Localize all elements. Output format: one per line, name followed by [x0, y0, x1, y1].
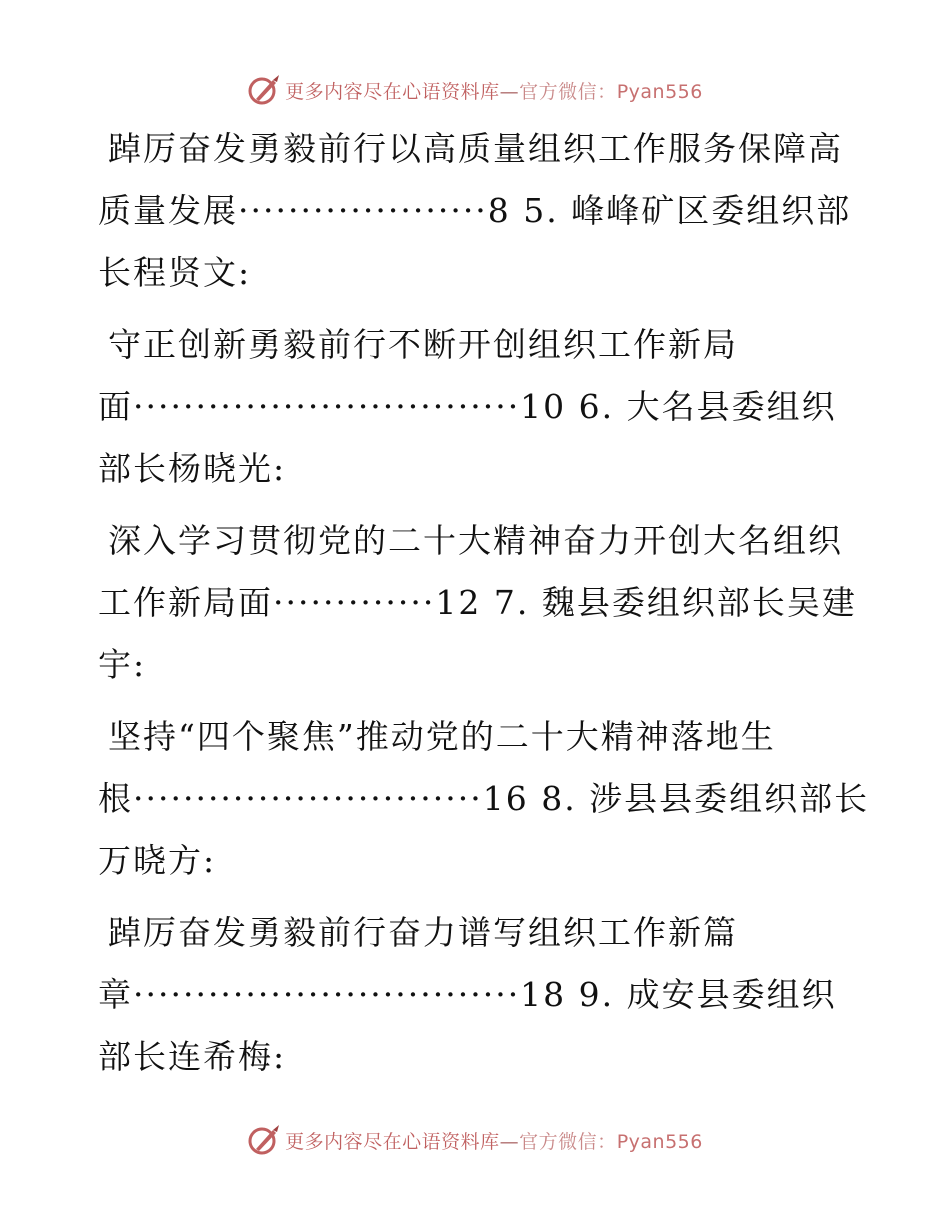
toc-entry-4-author: 万晓方:: [98, 841, 217, 880]
header-watermark: [0, 70, 950, 110]
toc-entry-1-page-line: 质量发展····················8 5. 峰峰矿区委组织部: [98, 191, 852, 230]
toc-entry-2-author: 部长杨晓光:: [98, 449, 287, 488]
watermark-wechat-label: 官方微信：: [519, 80, 617, 103]
watermark-site: 更多内容尽在心语资料库: [285, 1130, 500, 1153]
toc-entry-5-author: 部长连希梅:: [98, 1037, 287, 1076]
toc-entry-2-page-line: 面·······························10 6. 大名县委组织: [98, 387, 837, 426]
watermark-dash: —: [499, 80, 520, 103]
quill-logo-icon: [247, 1123, 281, 1157]
toc-entry-4-title: 坚持“四个聚焦”推动党的二十大精神落地生: [108, 717, 776, 756]
watermark-dash: —: [499, 1130, 520, 1153]
toc-entry-4-page-line: 根····························16 8. 涉县县委组织部长: [98, 779, 870, 818]
watermark-text: [285, 77, 703, 104]
toc-body: [98, 118, 870, 1088]
watermark-wechat-label: 官方微信：: [519, 1130, 617, 1153]
toc-entry-3-page-line: 工作新局面·············12 7. 魏县委组织部长吴建: [98, 583, 857, 622]
toc-entry-2-title: 守正创新勇毅前行不断开创组织工作新局: [108, 325, 738, 364]
watermark-site: 更多内容尽在心语资料库: [285, 80, 500, 103]
toc-entry-5-page-line: 章·······························18 9. 成安县委组织: [98, 975, 837, 1014]
quill-logo-icon: [247, 73, 281, 107]
toc-entry-3-title: 深入学习贯彻党的二十大精神奋力开创大名组织: [108, 521, 843, 560]
watermark-handle: Pyan556: [616, 1130, 703, 1153]
watermark-text: [285, 1127, 703, 1154]
toc-entry-1-title: 踔厉奋发勇毅前行以高质量组织工作服务保障高: [108, 129, 843, 168]
toc-entry-1-author: 长程贤文:: [98, 253, 252, 292]
footer-watermark: [0, 1120, 950, 1160]
watermark-handle: Pyan556: [616, 80, 703, 103]
toc-entry-3-author: 宇:: [98, 645, 147, 684]
toc-entry-5-title: 踔厉奋发勇毅前行奋力谱写组织工作新篇: [108, 913, 738, 952]
